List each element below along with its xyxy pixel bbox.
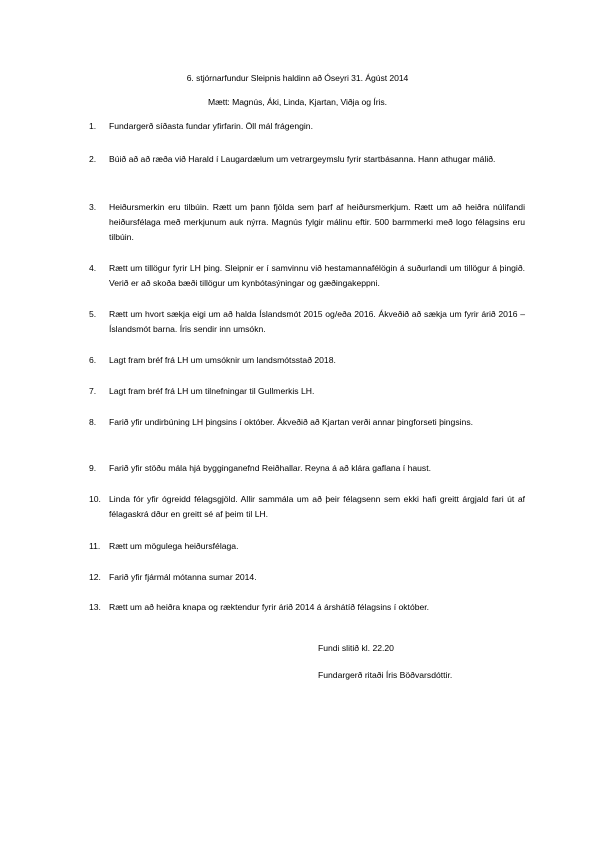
- item-text: Rætt um tillögur fyrir LH þing. Sleipnir er í samvinnu við hestamannafélögin á suðurlandi um tillögur á þingið. Verið er að skoða bæði tillögur um kynbótasýningar og gæðingakeppni.: [109, 263, 525, 288]
- item-text: Farið yfir undirbúning LH þingsins í október. Ákveðið að Kjartan verði annar þingforseti þingsins.: [109, 417, 474, 427]
- item-number: 8.: [89, 417, 97, 427]
- item-text: Farið yfir stöðu mála hjá bygginganefnd Reiðhallar. Reyna á að klára gaflana í haust.: [109, 463, 431, 473]
- attendees-line: Mætt: Magnús, Áki, Linda, Kjartan, Viðja og Íris.: [208, 97, 387, 107]
- item-text: Linda fór yfir ógreidd félagsgjöld. Allir sammála um að þeir félagsenn sem ekki hafi greitt árgjald fari út af félagaskrá dður en greitt sé af þeim til LH.: [109, 494, 525, 519]
- item-number: 1.: [89, 121, 97, 131]
- item-text: Fundargerð síðasta fundar yfirfarin. Öll mál frágengin.: [109, 121, 313, 131]
- item-number: 7.: [89, 386, 97, 396]
- item-text: Rætt um mögulega heiðursfélaga.: [109, 541, 239, 551]
- item-text: Búið að að ræða við Harald í Laugardælum um vetrargeymslu fyrir startbásanna. Hann athugar málið.: [109, 154, 496, 164]
- item-text: Farið yfir fjármál mótanna sumar 2014.: [109, 572, 257, 582]
- item-number: 2.: [89, 154, 97, 164]
- item-number: 10.: [89, 494, 101, 504]
- document-title: 6. stjórnarfundur Sleipnis haldinn að Óseyri 31. Ágúst 2014: [186, 73, 409, 83]
- item-number: 11.: [89, 541, 101, 551]
- item-text: Lagt fram bréf frá LH um umsóknir um landsmótsstað 2018.: [109, 355, 336, 365]
- item-number: 6.: [89, 355, 97, 365]
- closing-line: Fundi slitið kl. 22.20: [318, 643, 394, 653]
- item-text: Rætt um hvort sækja eigi um að halda Íslandsmót 2015 og/eða 2016. Ákveðið að sækja um fyrir árið 2016 – Íslandsmót barna. Íris sendir inn umsókn.: [109, 309, 525, 334]
- item-text: Lagt fram bréf frá LH um tilnefningar til Gullmerkis LH.: [109, 386, 315, 396]
- secretary-line: Fundargerð ritaði Íris Böðvarsdóttir.: [318, 670, 453, 680]
- item-text: Heiðursmerkin eru tilbúin. Rætt um þann fjölda sem þarf af heiðursmerkjum. Rætt um að heiðra núlifandi heiðursfélaga með merkjunum auk nýrra. Magnús fylgir málinu eftir. 500 barmmerki með logo félagsins eru tilbúin.: [109, 202, 525, 242]
- item-text: Rætt um að heiðra knapa og ræktendur fyrir árið 2014 á árshátíð félagsins í október.: [109, 602, 430, 612]
- item-number: 13.: [89, 602, 101, 612]
- item-number: 9.: [89, 463, 97, 473]
- item-number: 5.: [89, 309, 97, 319]
- item-number: 4.: [89, 263, 97, 273]
- item-number: 12.: [89, 572, 101, 582]
- item-number: 3.: [89, 202, 97, 212]
